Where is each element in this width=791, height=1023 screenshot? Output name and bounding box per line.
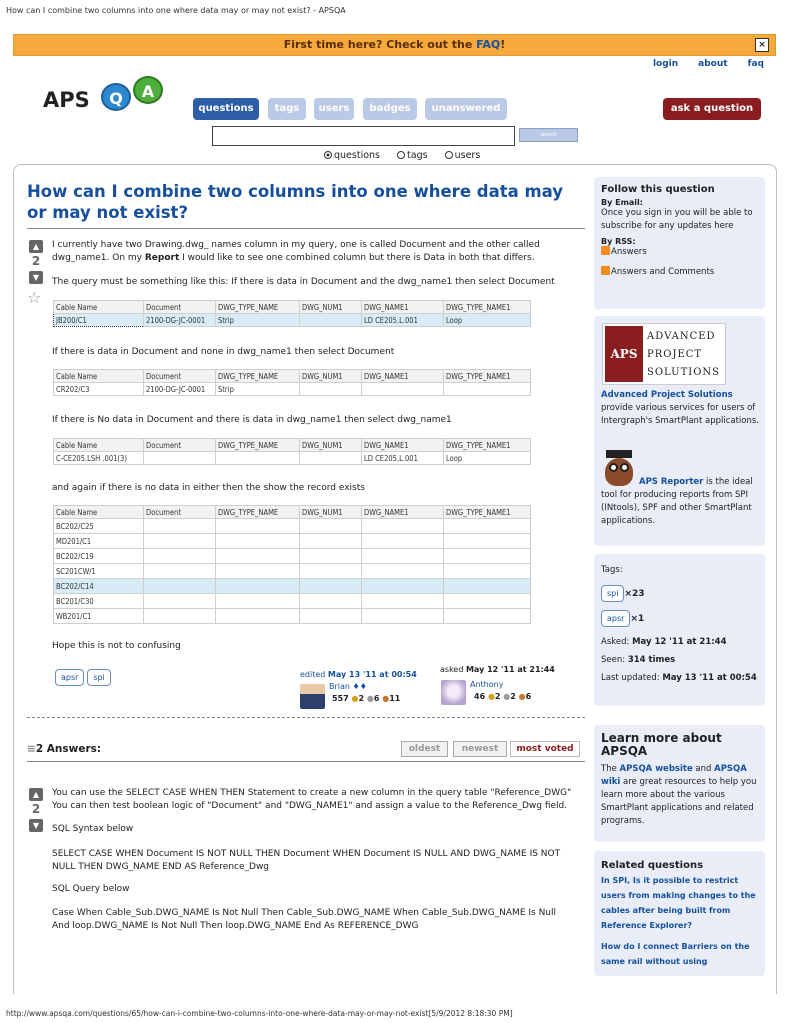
table-row: BC201/C30 (54, 594, 531, 609)
asked-info: asked May 12 '11 at 21:44 Anthony 46 ●2 ●2 ●6 (440, 665, 580, 710)
rss-answers-link[interactable]: Answers (601, 246, 758, 259)
rss-answers-comments-link[interactable]: Answers and Comments (601, 266, 758, 279)
sort-oldest-button[interactable]: oldest (401, 741, 448, 757)
aps-ad-logo[interactable]: APS ADVANCED PROJECT SOLUTIONS (602, 323, 726, 385)
tab-tags[interactable]: tags (268, 98, 306, 120)
apsqa-wiki-link[interactable]: APSQA wiki (601, 764, 747, 787)
aps-link[interactable]: Advanced Project Solutions (601, 390, 733, 400)
tag-apsr[interactable]: apsr (601, 610, 630, 627)
vote-up-icon[interactable]: ▲ (29, 788, 43, 801)
tab-questions[interactable]: questions (193, 98, 259, 120)
table-row: SC201CW/1 (54, 564, 531, 579)
question-paragraph-4: If there is No data in Document and there is data in dwg_name1 then select dwg_name1 (52, 415, 452, 425)
answer-vote-count: 2 (31, 802, 41, 816)
related-question-link[interactable]: In SPI, Is it possible to restrict users from making changes to the cables after being built from Reference Explorer? (601, 876, 756, 930)
related-question-link[interactable]: How do I connect Barriers on the same rail without using (601, 942, 750, 966)
tag-spi[interactable]: spi (87, 669, 110, 686)
vote-down-icon[interactable]: ▼ (29, 819, 43, 832)
table-row: BC202/C19 (54, 549, 531, 564)
question-paragraph-3: If there is data in Document and none in dwg_name1 then select Document (52, 347, 395, 357)
follow-question-panel: Follow this question By Email: Once you sign in you will be able to subscribe for any updates here By RSS: Answers Answers and Comments (594, 177, 765, 309)
scope-tags-radio[interactable] (397, 151, 405, 159)
data-table-2: Cable Name Document DWG_TYPE_NAME DWG_NUM1 DWG_NAME1 DWG_TYPE_NAME1 CR202/C3 2100-DG-JC-0001 Strip (53, 369, 531, 396)
ad-description: Advanced Project Solutions provide various services for users of Intergraph's SmartPlant applications. (601, 390, 759, 426)
apsqa-website-link[interactable]: APSQA website (619, 764, 693, 774)
about-link[interactable]: about (698, 59, 728, 69)
table-row: CR202/C3 2100-DG-JC-0001 Strip (54, 383, 531, 396)
avatar[interactable] (300, 684, 325, 709)
browser-page-title: How can I combine two columns into one where data may or may not exist? - APSQA (6, 6, 346, 15)
apsqa-logo[interactable]: APS Q A (43, 76, 173, 118)
vote-down-icon[interactable]: ▼ (29, 271, 43, 284)
close-icon[interactable]: × (755, 38, 769, 52)
scope-users-radio[interactable] (445, 151, 453, 159)
reporter-description: APS Reporter is the ideal tool for producing reports from SPI (INtools), SPF and other SmartPlant applications. (601, 477, 753, 526)
divider (27, 717, 585, 718)
page-url-footer: http://www.apsqa.com/questions/65/how-can-i-combine-two-columns-into-one-where-data-may-or-may-not-exist[5/9/2012 8:18:30 PM] (6, 1009, 513, 1018)
sponsor-panel (594, 316, 765, 546)
answer-paragraph-3: SELECT CASE WHEN Document IS NOT NULL THEN Document WHEN Document IS NULL AND DWG_NAME IS NOT NULL THEN DWG_NAME END AS Reference_Dwg (52, 849, 561, 872)
tab-unanswered[interactable]: unanswered (425, 98, 507, 120)
sidebar-tag: apsr ×1 (601, 610, 758, 627)
answer-paragraph-1: You can use the SELECT CASE WHEN THEN Statement to create a new column in the query table "Reference_DWG" You can then test boolean logic of "Document" and "DWG_NAME1" and assign a value to the Reference_Dwg field. (52, 788, 572, 811)
question-paragraph-2: The query must be something like this: If there is data in Document and the dwg_name1 then select Document (52, 277, 555, 287)
tab-badges[interactable]: badges (363, 98, 417, 120)
answer-paragraph-5: Case When Cable_Sub.DWG_NAME Is Not Null Then Cable_Sub.DWG_NAME When Cable_Sub.DWG_NAME Is Null And loop.DWG_NAME Is Not Null Then loop.DWG_NAME End As REFERENCE_DWG (52, 908, 557, 931)
sort-newest-button[interactable]: newest (453, 741, 507, 757)
answer-paragraph-2: SQL Syntax below (52, 824, 134, 834)
rss-icon (601, 246, 610, 255)
sidebar-tag: spi ×23 (601, 585, 758, 602)
aps-reporter-link[interactable]: APS Reporter (639, 477, 704, 487)
learn-more-panel: Learn more about APSQA The APSQA website and APSQA wiki are great resources to help you learn more about the various SmartPlant applications and related programs. (594, 725, 765, 842)
data-table-1: Cable Name Document DWG_TYPE_NAME DWG_NUM1 DWG_NAME1 DWG_TYPE_NAME1 JB200/C1 2100-DG-JC-0001 Strip LD CE205.L.001 Loop (53, 300, 531, 327)
table-row: MD201/C1 (54, 534, 531, 549)
question-title[interactable]: How can I combine two columns into one where data may or may not exist? (27, 182, 564, 222)
table-row: JB200/C1 2100-DG-JC-0001 Strip LD CE205.L.001 Loop (54, 314, 531, 327)
question-stats-panel: Tags: spi ×23 apsr ×1 Asked: May 12 '11 at 21:44 Seen: 314 times Last updated: May 13 '11 at 00:54 (594, 554, 765, 706)
question-tags (55, 669, 111, 686)
search-input[interactable] (212, 126, 515, 146)
tag-spi[interactable]: spi (601, 585, 624, 602)
divider (27, 228, 585, 229)
search-scope: questions tags users (324, 150, 494, 161)
answers-count: ≡2 Answers: (27, 743, 102, 755)
asked-date[interactable]: May 12 '11 at 21:44 (465, 665, 555, 674)
ask-question-button[interactable]: ask a question (663, 98, 761, 120)
top-links (633, 59, 764, 69)
rss-icon (601, 266, 610, 275)
asker-name[interactable]: Anthony (470, 680, 504, 689)
search-button[interactable]: search (519, 128, 578, 142)
divider (27, 761, 585, 762)
question-paragraph-5: and again if there is no data in either then the show the record exists (52, 483, 365, 493)
scope-questions-radio[interactable] (324, 151, 332, 159)
question-paragraph-1: I currently have two Drawing.dwg_ names column in my query, one is called Document and the other called dwg_name1. On my Report I would like to see one combined column but there is Data in both that differs. (52, 240, 540, 263)
editor-rep: 557 ●2 ●6 ●11 (332, 694, 401, 703)
table-row: WB201/C1 (54, 609, 531, 624)
faq-top-link[interactable]: faq (747, 59, 764, 69)
faq-link[interactable]: FAQ (476, 38, 501, 51)
tag-apsr[interactable]: apsr (55, 669, 84, 686)
related-questions-panel: Related questions In SPI, Is it possible to restrict users from making changes to the cables after being built from Reference Explorer? How do I connect Barriers on the same rail without using (594, 851, 765, 976)
asker-rep: 46 ●2 ●2 ●6 (474, 692, 532, 701)
avatar[interactable] (441, 680, 466, 705)
table-row: C-CE205.LSH .001(3) LD CE205.L.001 Loop (54, 452, 531, 465)
sort-most-voted-button[interactable]: most voted (510, 741, 580, 757)
vote-up-icon[interactable]: ▲ (29, 240, 43, 253)
tab-users[interactable]: users (314, 98, 354, 120)
question-vote-count: 2 (31, 254, 41, 268)
edited-info: edited May 13 '11 at 00:54 Brian ♦♦ 557 ●2 ●6 ●11 (300, 670, 435, 710)
editor-name[interactable]: Brian ♦♦ (329, 682, 367, 691)
answer-paragraph-4: SQL Query below (52, 884, 130, 894)
first-time-banner: First time here? Check out the FAQ! × (13, 34, 776, 56)
favorite-star-icon[interactable]: ☆ (27, 288, 42, 307)
edited-date[interactable]: May 13 '11 at 00:54 (327, 670, 417, 679)
col-header: Cable Name (54, 301, 144, 314)
data-table-4: Cable Name Document DWG_TYPE_NAME DWG_NUM1 DWG_NAME1 DWG_TYPE_NAME1 BC202/C25 MD201/C1 BC202/C19 SC201CW/1 BC202/C14 BC201/C30 WB201/C1 (53, 505, 531, 624)
table-row: BC202/C14 (54, 579, 531, 594)
question-paragraph-6: Hope this is not to confusing (52, 641, 181, 651)
table-row: BC202/C25 (54, 519, 531, 534)
login-link[interactable]: login (652, 59, 679, 69)
data-table-3: Cable Name Document DWG_TYPE_NAME DWG_NUM1 DWG_NAME1 DWG_TYPE_NAME1 C-CE205.LSH .001(3) LD CE205.L.001 Loop (53, 438, 531, 465)
